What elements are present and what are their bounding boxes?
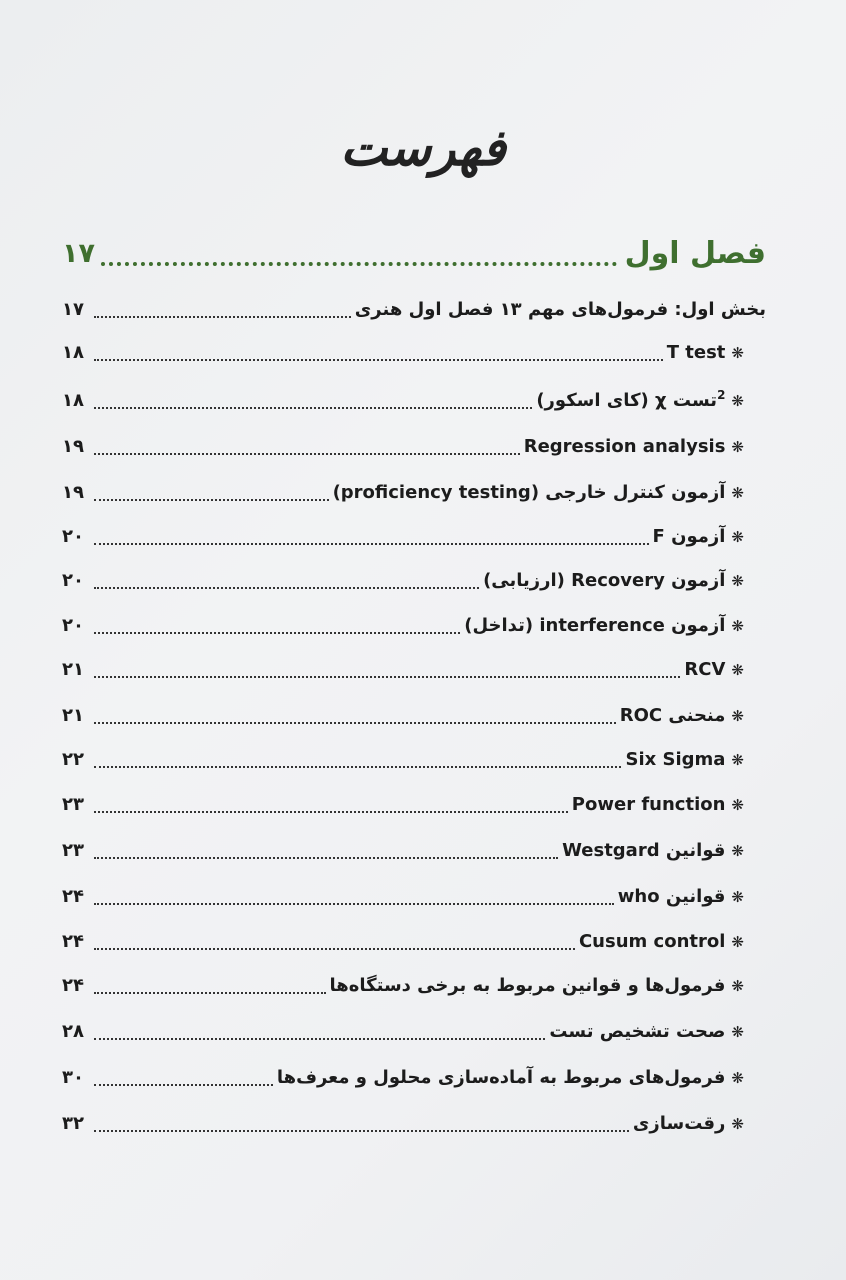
toc-entry[interactable] xyxy=(62,742,766,774)
bullet-icon: ❋ xyxy=(731,392,744,410)
entry-page-number: ۱۸ xyxy=(62,342,84,363)
entry-page-number: ۱۸ xyxy=(62,390,84,411)
leader-dots xyxy=(94,948,575,950)
entry-label: ❋قوانین Westgard xyxy=(562,840,744,861)
bullet-icon: ❋ xyxy=(731,572,744,590)
bullet-icon: ❋ xyxy=(731,1069,744,1087)
entry-label: ❋منحنی ROC xyxy=(619,705,744,726)
toc-entry[interactable] xyxy=(62,1106,766,1138)
leader-dots xyxy=(101,262,617,266)
leader-dots xyxy=(94,722,616,724)
chapter-label: فصل اول xyxy=(624,236,766,271)
leader-dots xyxy=(94,499,329,501)
bullet-icon: ❋ xyxy=(731,933,744,951)
bullet-icon: ❋ xyxy=(731,751,744,769)
leader-dots xyxy=(94,857,558,859)
bullet-icon: ❋ xyxy=(731,977,744,995)
entry-label: ❋قوانین who xyxy=(617,886,744,907)
bullet-icon: ❋ xyxy=(731,796,744,814)
leader-dots xyxy=(94,903,614,905)
toc-entry[interactable] xyxy=(62,833,766,865)
section-label: بخش اول: فرمول‌های مهم ۱۳ فصل اول هنری xyxy=(354,299,766,320)
entry-page-number: ۲۰ xyxy=(62,615,84,636)
entry-label: ❋صحت تشخیص تست xyxy=(549,1021,744,1042)
entry-label: ❋آزمون F xyxy=(652,526,744,547)
toc-entry[interactable] xyxy=(62,475,766,507)
bullet-icon: ❋ xyxy=(731,661,744,679)
chapter-page-number: ۱۷ xyxy=(62,238,95,269)
toc-entry[interactable] xyxy=(62,787,766,819)
leader-dots xyxy=(94,1038,545,1040)
entry-page-number: ۱۹ xyxy=(62,482,84,503)
entry-page-number: ۲۰ xyxy=(62,526,84,547)
entry-label: ❋رقت‌سازی xyxy=(632,1113,744,1134)
entry-label: ❋T test xyxy=(666,342,744,363)
leader-dots xyxy=(94,359,663,361)
entry-label: ❋$^2$تست χ (کای اسکور) xyxy=(536,388,744,411)
toc-entry[interactable] xyxy=(62,335,766,367)
bullet-icon: ❋ xyxy=(731,617,744,635)
entry-page-number: ۲۳ xyxy=(62,794,84,815)
toc-entry[interactable] xyxy=(62,383,766,415)
bullet-icon: ❋ xyxy=(731,707,744,725)
entry-page-number: ۲۱ xyxy=(62,705,84,726)
entry-label: ❋فرمول‌های مربوط به آماده‌سازی محلول و معرف‌ها xyxy=(276,1067,744,1088)
toc-entry[interactable] xyxy=(62,563,766,595)
entry-label: ❋Six Sigma xyxy=(625,749,744,770)
entry-label: ❋Regression analysis xyxy=(523,436,744,457)
toc-entry[interactable] xyxy=(62,879,766,911)
leader-dots xyxy=(94,453,520,455)
toc-entry[interactable] xyxy=(62,652,766,684)
toc-entry[interactable] xyxy=(62,1060,766,1092)
entry-label: ❋آزمون کنترل خارجی (proficiency testing) xyxy=(332,482,744,503)
superscript: 2 xyxy=(717,388,726,402)
entry-page-number: ۲۲ xyxy=(62,749,84,770)
leader-dots xyxy=(94,766,621,768)
leader-dots xyxy=(94,992,326,994)
entry-label: ❋Power function xyxy=(571,794,744,815)
bullet-icon: ❋ xyxy=(731,888,744,906)
leader-dots xyxy=(94,632,460,634)
entry-page-number: ۳۰ xyxy=(62,1067,84,1088)
leader-dots xyxy=(94,543,649,545)
entry-page-number: ۲۸ xyxy=(62,1021,84,1042)
toc-entry[interactable] xyxy=(62,968,766,1000)
bullet-icon: ❋ xyxy=(731,438,744,456)
entry-page-number: ۱۹ xyxy=(62,436,84,457)
leader-dots xyxy=(94,587,479,589)
leader-dots xyxy=(94,1130,629,1132)
bullet-icon: ❋ xyxy=(731,1115,744,1133)
entry-page-number: ۲۳ xyxy=(62,840,84,861)
entry-label: ❋RCV xyxy=(684,659,744,680)
bullet-icon: ❋ xyxy=(731,528,744,546)
page-title: فهرست xyxy=(340,118,506,177)
entry-page-number: ۲۴ xyxy=(62,975,84,996)
bullet-icon: ❋ xyxy=(731,842,744,860)
entry-page-number: ۲۱ xyxy=(62,659,84,680)
toc-entry[interactable] xyxy=(62,924,766,956)
entry-page-number: ۲۰ xyxy=(62,570,84,591)
toc-entry[interactable] xyxy=(62,608,766,640)
toc-entry[interactable] xyxy=(62,698,766,730)
bullet-icon: ❋ xyxy=(731,484,744,502)
section-page-number: ۱۷ xyxy=(62,299,84,320)
leader-dots xyxy=(94,676,680,678)
entry-label: ❋آزمون interference (تداخل) xyxy=(464,615,744,636)
bullet-icon: ❋ xyxy=(731,1023,744,1041)
bullet-icon: ❋ xyxy=(731,344,744,362)
entry-label: ❋Cusum control xyxy=(578,931,744,952)
entry-label: ❋آزمون Recovery (ارزیابی) xyxy=(483,570,744,591)
leader-dots xyxy=(94,316,351,318)
leader-dots xyxy=(94,811,568,813)
chapter-heading[interactable] xyxy=(62,228,766,274)
toc-entry[interactable] xyxy=(62,519,766,551)
entry-label: ❋فرمول‌ها و قوانین مربوط به برخی دستگاه‌ها xyxy=(329,975,744,996)
toc-entry[interactable] xyxy=(62,429,766,461)
entry-page-number: ۳۲ xyxy=(62,1113,84,1134)
leader-dots xyxy=(94,407,532,409)
entry-page-number: ۲۴ xyxy=(62,886,84,907)
section-heading[interactable] xyxy=(62,292,766,324)
entry-page-number: ۲۴ xyxy=(62,931,84,952)
toc-entry[interactable] xyxy=(62,1014,766,1046)
leader-dots xyxy=(94,1084,273,1086)
